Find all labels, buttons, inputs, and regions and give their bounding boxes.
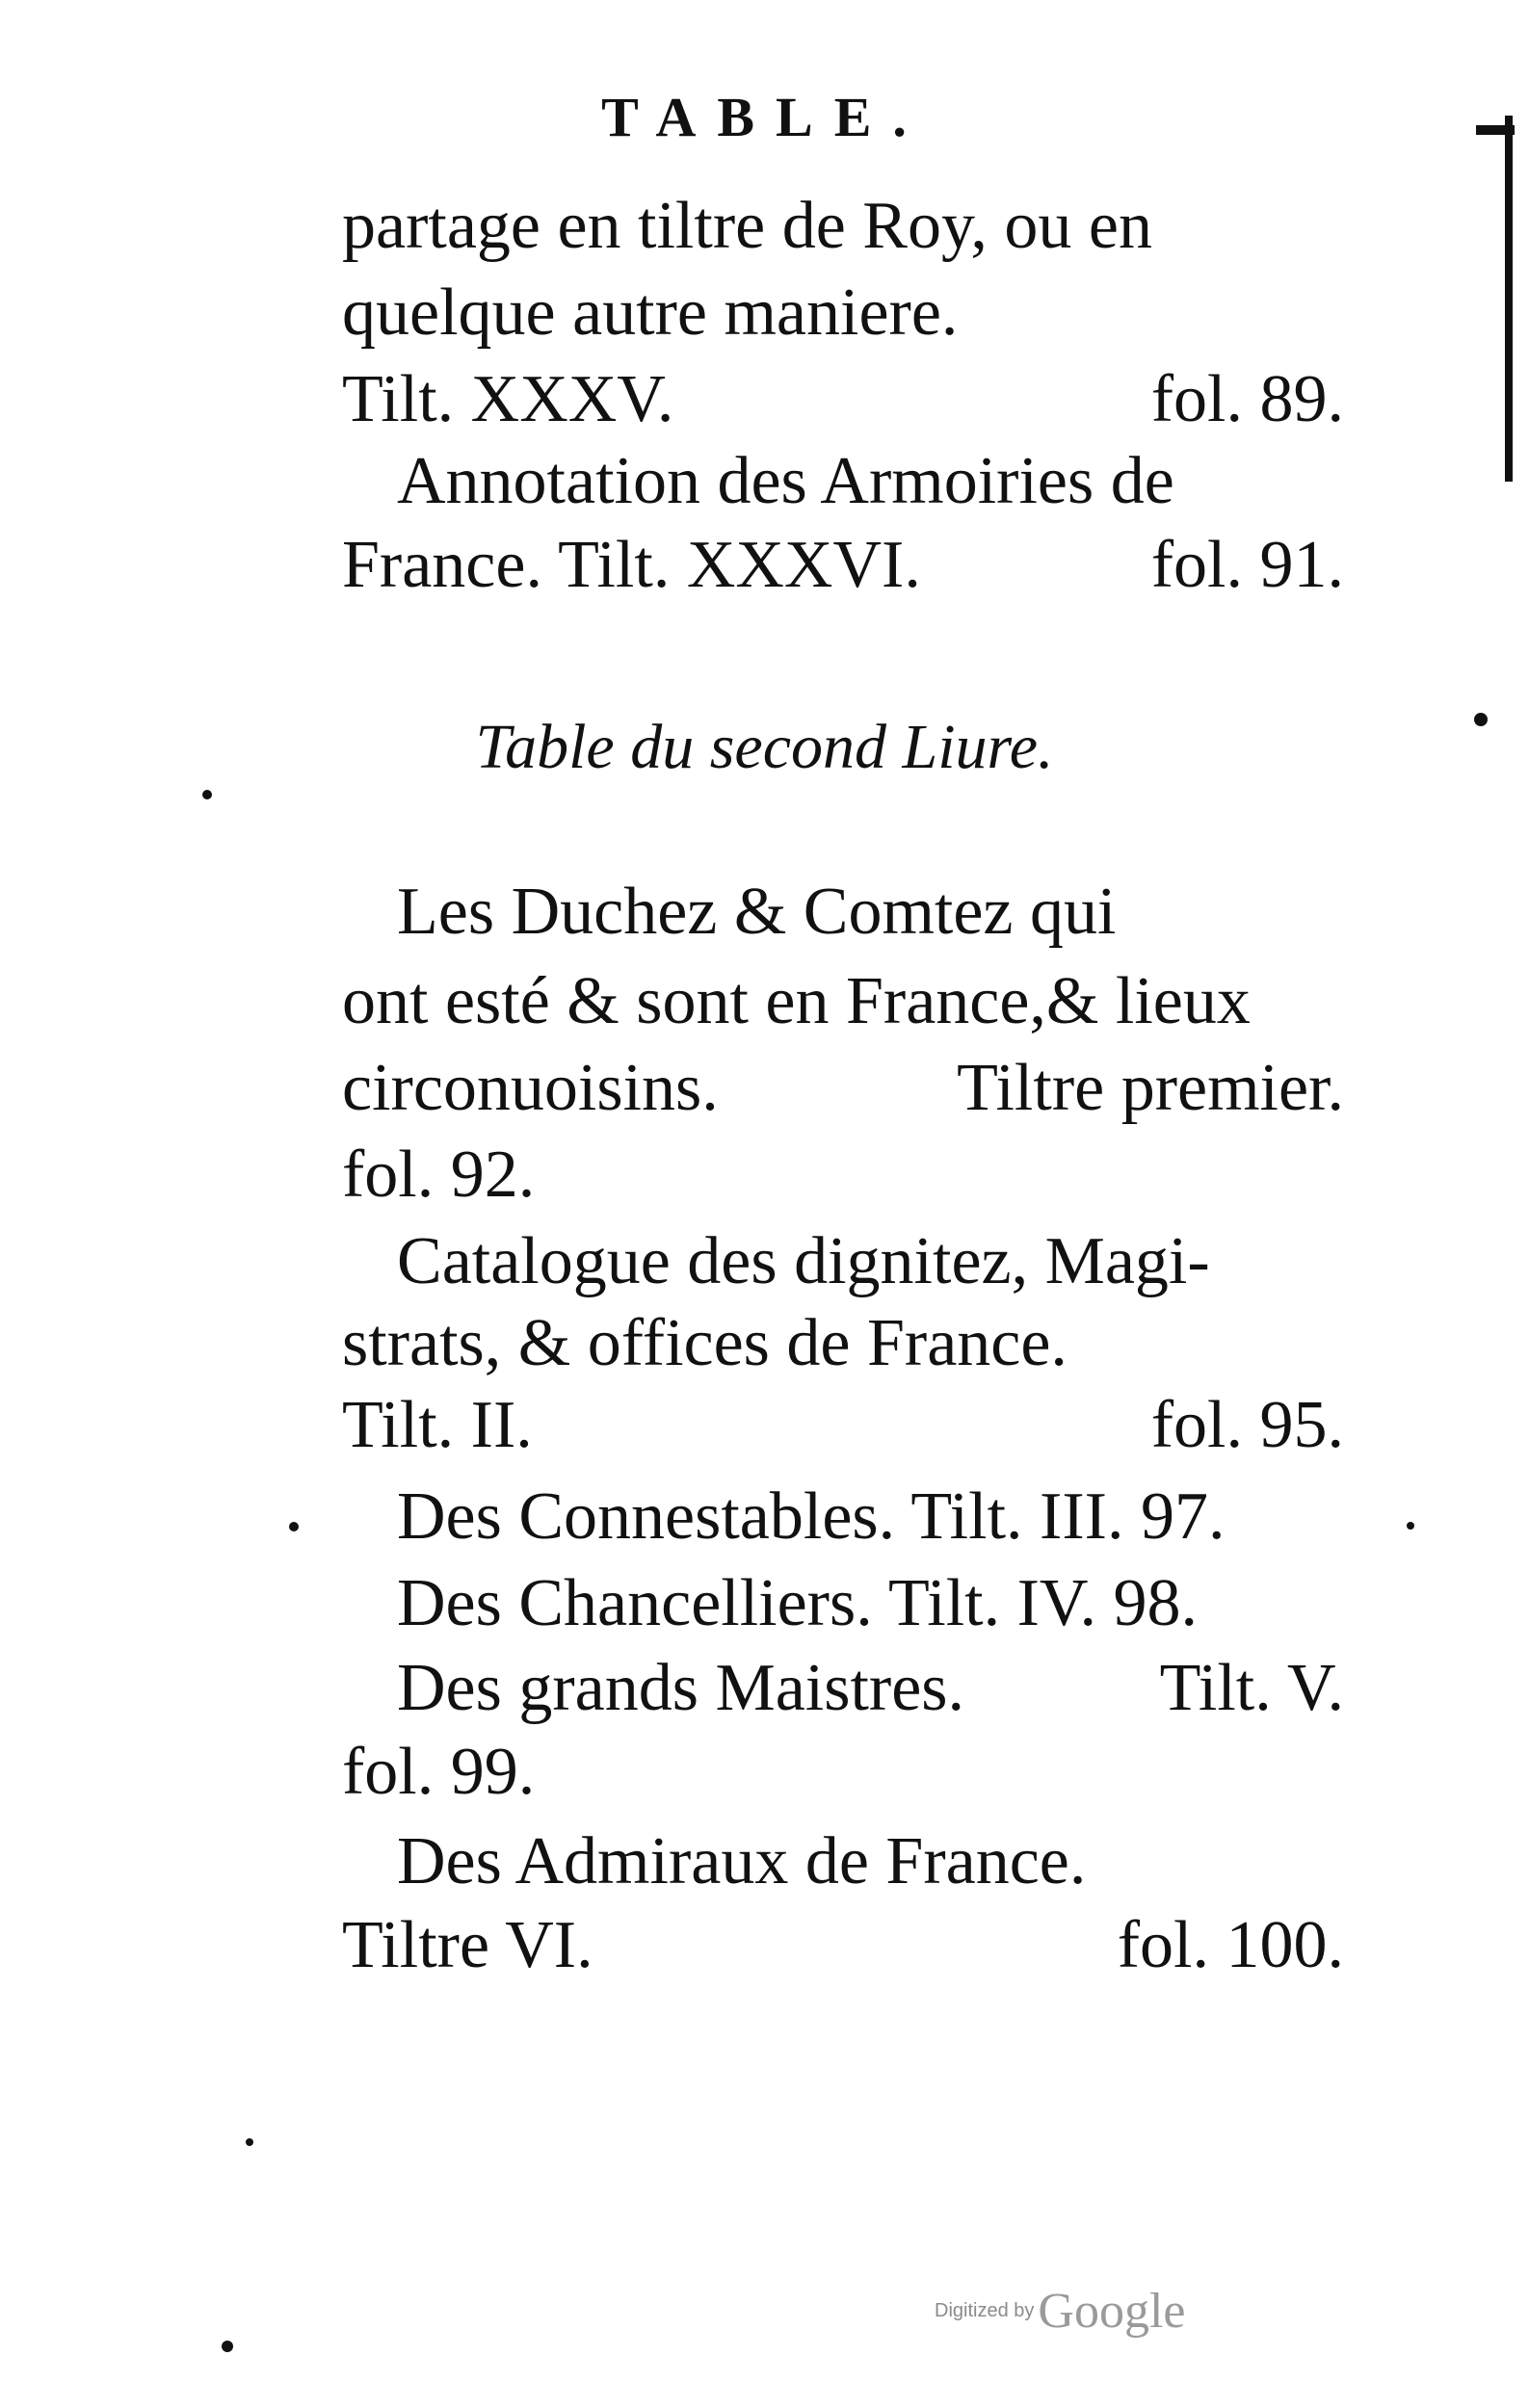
- entry-line: ont esté & sont en France,& lieux: [342, 964, 1251, 1038]
- ink-speck: [202, 790, 212, 799]
- title-reference: Tiltre premier.: [957, 1051, 1344, 1125]
- entry-line-justified: [342, 1388, 1344, 1462]
- entry-line: quelque autre maniere.: [342, 275, 959, 350]
- title-reference: France. Tilt. XXXVI.: [342, 528, 921, 602]
- folio-reference: fol. 89.: [1150, 362, 1344, 436]
- title-reference: Tilt. V.: [1159, 1651, 1344, 1725]
- ink-speck: [1474, 713, 1488, 726]
- digitization-watermark: [935, 2283, 1185, 2340]
- entry-text: Des grands Maistres.: [397, 1651, 965, 1725]
- google-logo: Google: [1038, 2284, 1186, 2339]
- title-reference: Tiltre VI.: [342, 1908, 593, 1982]
- entry-line: Des Chancelliers. Tilt. IV. 98.: [397, 1566, 1198, 1640]
- ink-speck: [289, 1522, 299, 1531]
- entry-line: Catalogue des dignitez, Magi-: [397, 1224, 1210, 1298]
- folio-reference: fol. 99.: [342, 1735, 536, 1809]
- title-reference: Tilt. XXXV.: [342, 362, 674, 436]
- folio-reference: fol. 92.: [342, 1138, 536, 1212]
- entry-line: partage en tiltre de Roy, ou en: [342, 189, 1152, 263]
- title-reference: Tilt. II.: [342, 1388, 533, 1462]
- entry-line-justified: [342, 1051, 1344, 1125]
- watermark-prefix: Digitized by: [935, 2300, 1035, 2321]
- entry-text: circonuoisins.: [342, 1051, 719, 1125]
- entry-line: Annotation des Armoiries de: [397, 444, 1174, 518]
- folio-reference: fol. 91.: [1150, 528, 1344, 602]
- page-edge-mark: [1505, 116, 1513, 482]
- entry-line: Les Duchez & Comtez qui: [397, 875, 1117, 949]
- entry-line-justified: [342, 362, 1344, 436]
- entry-line: Des Admiraux de France.: [397, 1824, 1087, 1898]
- entry-line: Des Connestables. Tilt. III. 97.: [397, 1479, 1226, 1554]
- ink-speck: [222, 2341, 233, 2352]
- folio-reference: fol. 100.: [1117, 1908, 1344, 1982]
- section-heading: Table du second Liure.: [475, 712, 1054, 782]
- entry-line: strats, & offices de France.: [342, 1306, 1068, 1380]
- entry-line-justified: [342, 1908, 1344, 1982]
- running-header: TABLE.: [601, 86, 928, 148]
- folio-reference: fol. 95.: [1150, 1388, 1344, 1462]
- entry-line-justified: [342, 528, 1344, 602]
- ink-speck: [246, 2138, 253, 2146]
- ink-speck: [1407, 1522, 1414, 1530]
- entry-line-justified: [397, 1651, 1344, 1725]
